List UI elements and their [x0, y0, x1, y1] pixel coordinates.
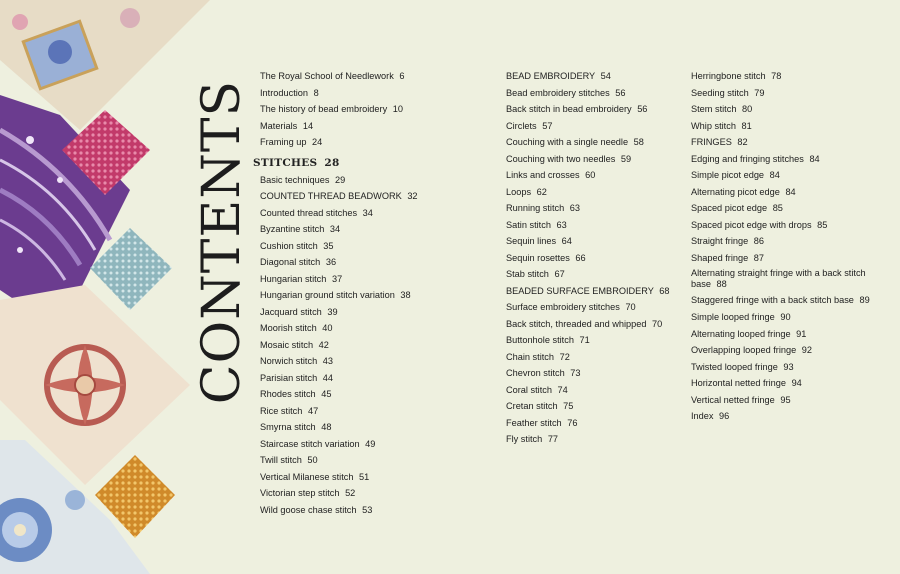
toc-entry-page: 62 [536, 186, 547, 197]
toc-entry-title: Satin stitch [506, 219, 551, 230]
toc-entry-page: 94 [791, 378, 802, 388]
toc-entry-page: 70 [652, 318, 663, 329]
toc-entry [506, 382, 681, 399]
toc-entry-page: 73 [570, 368, 581, 378]
toc-entry-title: Loops [506, 186, 532, 197]
toc-entry [260, 436, 460, 453]
toc-entry-title: Herringbone stitch [691, 71, 766, 81]
toc-entry-page: 53 [362, 504, 373, 515]
toc-entry-title: Byzantine stitch [260, 224, 325, 234]
toc-entry-page: 42 [318, 339, 329, 350]
toc-entry-page: 89 [859, 295, 870, 305]
toc-entry-title: Alternating straight fringe with a back stitch base [691, 268, 866, 289]
toc-entry [506, 299, 681, 316]
toc-entry-page: 86 [753, 236, 764, 246]
toc-entry [260, 118, 460, 135]
toc-entry-page: 85 [772, 203, 783, 213]
toc-entry-title: FRINGES [691, 137, 732, 147]
toc-entry-title: Sequin rosettes [506, 252, 570, 263]
toc-entry-title: Bead embroidery stitches [506, 87, 610, 98]
toc-entry [691, 134, 881, 151]
toc-entry-page: 84 [809, 153, 820, 164]
toc-entry [506, 167, 681, 184]
toc-entry [691, 101, 881, 118]
toc-entry-page: 63 [569, 203, 581, 213]
toc-entry-page: 82 [737, 137, 748, 147]
toc-entry-page: 38 [400, 290, 411, 300]
toc-entry-title: Feather stitch [506, 417, 562, 428]
toc-entry-title: Edging and fringing stitches [691, 153, 804, 164]
toc-entry [260, 469, 460, 486]
toc-column-2 [506, 68, 681, 448]
toc-entry-page: 96 [719, 411, 730, 421]
toc-entry [506, 151, 681, 168]
toc-entry [260, 386, 460, 403]
toc-entry [691, 184, 881, 201]
toc-entry [506, 184, 681, 201]
toc-entry-page: 28 [324, 156, 340, 169]
toc-entry-page: 66 [575, 252, 586, 263]
toc-entry [506, 332, 681, 349]
toc-entry-title: Couching with a single needle [506, 137, 629, 147]
toc-entry-page: 6 [399, 71, 405, 81]
toc-entry-title: Hungarian ground stitch variation [260, 290, 395, 300]
toc-entry-title: Links and crosses [506, 170, 580, 180]
toc-entry-title: Rhodes stitch [260, 389, 316, 399]
toc-entry [506, 200, 681, 217]
toc-entry [506, 415, 681, 432]
toc-entry [260, 337, 460, 354]
toc-entry-title: Smyrna stitch [260, 422, 316, 432]
toc-entry [506, 134, 681, 151]
toc-entry-page: 63 [556, 219, 567, 230]
toc-entry [506, 101, 681, 118]
toc-entry-title: Basic techniques [260, 174, 330, 185]
toc-entry-page: 8 [313, 87, 319, 98]
toc-entry-title: Simple looped fringe [691, 312, 775, 322]
toc-entry-page: 90 [780, 312, 791, 322]
toc-entry-title: Chain stitch [506, 351, 555, 362]
toc-entry-page: 29 [335, 174, 346, 185]
toc-entry-page: 51 [359, 471, 370, 482]
toc-entry-page: 52 [345, 488, 356, 498]
toc-entry-title: Twill stitch [260, 455, 302, 465]
toc-entry [506, 349, 681, 366]
toc-entry-title: Staircase stitch variation [260, 438, 360, 449]
toc-entry [691, 408, 881, 425]
toc-entry-page: 78 [771, 71, 782, 81]
toc-entry [506, 85, 681, 102]
toc-entry-page: 92 [801, 345, 813, 355]
toc-entry-page: 77 [547, 434, 559, 444]
toc-entry-title: Jacquard stitch [260, 306, 322, 317]
toc-entry [506, 431, 681, 448]
toc-entry-page: 79 [754, 87, 765, 98]
toc-entry [260, 452, 460, 469]
toc-entry-page: 71 [579, 335, 590, 345]
toc-entry-page: 75 [563, 401, 574, 411]
toc-entry-title: Cretan stitch [506, 401, 558, 411]
toc-entry-title: BEAD EMBROIDERY [506, 71, 596, 81]
toc-entry [691, 217, 881, 234]
toc-entry-page: 39 [327, 306, 338, 317]
toc-entry-title: Index [691, 411, 714, 421]
toc-entry-title: Back stitch in bead embroidery [506, 104, 632, 114]
toc-entry-page: 34 [362, 207, 373, 218]
toc-entry [260, 221, 460, 238]
toc-entry-page: 43 [322, 356, 333, 366]
toc-entry [260, 205, 460, 222]
toc-entry-title: Framing up [260, 137, 307, 147]
toc-entry-page: 85 [817, 219, 828, 230]
toc-entry [691, 167, 881, 184]
toc-entry-page: 48 [321, 422, 332, 432]
toc-entry-title: Horizontal netted fringe [691, 378, 786, 388]
toc-entry-title: Moorish stitch [260, 323, 317, 333]
toc-entry [260, 403, 460, 420]
toc-entry-title: Counted thread stitches [260, 207, 358, 218]
toc-entry [506, 316, 681, 333]
toc-entry-page: 84 [769, 170, 780, 180]
toc-entry-page: 67 [554, 269, 565, 279]
toc-entry-title: Parisian stitch [260, 372, 318, 383]
toc-entry-page: 47 [307, 405, 319, 416]
toc-entry-title: Circlets [506, 120, 537, 131]
toc-entry [260, 188, 460, 205]
toc-entry [260, 304, 460, 321]
toc-entry [691, 326, 881, 343]
toc-entry-page: 95 [780, 394, 791, 405]
toc-entry-title: Mosaic stitch [260, 339, 314, 350]
toc-entry-page: 91 [796, 328, 807, 339]
toc-entry-title: Stem stitch [691, 104, 737, 114]
toc-entry [506, 233, 681, 250]
toc-entry [506, 118, 681, 135]
toc-entry [260, 254, 460, 271]
toc-entry-page: 10 [392, 104, 403, 114]
toc-entry-title: Back stitch, threaded and whipped [506, 318, 647, 329]
toc-entry-title: Victorian step stitch [260, 488, 340, 498]
toc-entry [506, 250, 681, 267]
toc-entry-page: 87 [753, 252, 765, 263]
toc-entry [691, 309, 881, 326]
toc-entry [691, 118, 881, 135]
toc-entry-page: 40 [322, 323, 333, 333]
toc-entry-title: Stab stitch [506, 269, 549, 279]
toc-entry-page: 24 [312, 137, 323, 147]
toc-entry-page: 50 [307, 455, 318, 465]
toc-entry-title: Simple picot edge [691, 170, 765, 180]
toc-entry-title: Staggered fringe with a back stitch base [691, 295, 854, 305]
toc-entry-title: Straight fringe [691, 236, 749, 246]
toc-entry [691, 342, 881, 359]
toc-entry [260, 320, 460, 337]
toc-entry-title: Vertical netted fringe [691, 394, 775, 405]
toc-entry-title: Whip stitch [691, 120, 736, 131]
toc-entry-page: 70 [625, 302, 636, 312]
toc-entry-page: 34 [329, 224, 341, 234]
toc-entry [260, 68, 460, 85]
toc-entry-page: 56 [615, 87, 626, 98]
toc-entry [691, 68, 881, 85]
toc-entry-title: Sequin lines [506, 236, 557, 246]
toc-entry [260, 419, 460, 436]
toc-entry [253, 154, 460, 172]
toc-entry-page: 74 [557, 384, 568, 395]
toc-entry [260, 502, 460, 519]
toc-entry [260, 134, 460, 151]
toc-entry-page: 56 [637, 104, 648, 114]
toc-entry [260, 101, 460, 118]
toc-entry-page: 93 [783, 361, 794, 372]
toc-entry-title: Coral stitch [506, 384, 552, 395]
toc-entry-page: 32 [407, 191, 418, 201]
toc-entry [691, 375, 881, 392]
toc-entry [691, 392, 881, 409]
toc-entry-page: 58 [633, 137, 644, 147]
toc-entry-page: 60 [585, 170, 596, 180]
toc-entry-title: The Royal School of Needlework [260, 71, 394, 81]
toc-entry-title: Spaced picot edge [691, 203, 768, 213]
toc-entry [506, 68, 681, 85]
toc-entry-page: 49 [365, 438, 376, 449]
toc-entry-page: 76 [567, 417, 578, 428]
toc-entry [260, 370, 460, 387]
toc-entry [506, 283, 681, 300]
toc-entry-page: 84 [785, 186, 796, 197]
toc-entry-title: Buttonhole stitch [506, 335, 574, 345]
toc-entry-page: 57 [542, 120, 553, 131]
toc-entry-title: Seeding stitch [691, 87, 749, 98]
toc-entry-page: 54 [600, 71, 611, 81]
toc-entry-title: Cushion stitch [260, 240, 318, 251]
toc-entry-title: Overlapping looped fringe [691, 345, 797, 355]
embroidery-collage [0, 0, 220, 574]
toc-entry-title: Wild goose chase stitch [260, 504, 357, 515]
toc-entry-title: BEADED SURFACE EMBROIDERY [506, 285, 654, 296]
toc-entry [691, 359, 881, 376]
toc-entry [260, 271, 460, 288]
toc-entry-title: Vertical Milanese stitch [260, 471, 354, 482]
toc-column-3 [691, 68, 881, 425]
toc-entry [260, 238, 460, 255]
toc-entry-page: 44 [322, 372, 333, 383]
toc-entry-title: Couching with two needles [506, 153, 616, 164]
toc-entry-page: 59 [620, 153, 632, 164]
toc-entry [691, 266, 881, 293]
toc-column-1 [253, 68, 460, 518]
toc-entry-title: Introduction [260, 87, 309, 98]
toc-entry [691, 293, 881, 309]
toc-entry-page: 68 [659, 285, 670, 296]
toc-entry [260, 353, 460, 370]
toc-entry-page: 72 [559, 351, 570, 362]
toc-entry [691, 151, 881, 168]
toc-entry-page: 36 [325, 257, 337, 267]
toc-entry-title: Hungarian stitch [260, 273, 327, 284]
toc-entry [691, 233, 881, 250]
toc-entry-page: 81 [741, 120, 752, 131]
toc-entry-title: Alternating picot edge [691, 186, 780, 197]
toc-entry-title: Spaced picot edge with drops [691, 219, 812, 230]
toc-entry-title: The history of bead embroidery [260, 104, 388, 114]
toc-entry-page: 37 [331, 273, 343, 284]
toc-entry-title: Alternating looped fringe [691, 328, 791, 339]
toc-entry [506, 217, 681, 234]
contents-title [192, 79, 252, 405]
toc-entry-title: Surface embroidery stitches [506, 302, 620, 312]
toc-entry-title: Running stitch [506, 203, 565, 213]
toc-entry [691, 85, 881, 102]
toc-entry [691, 200, 881, 217]
toc-entry-title: STITCHES [253, 156, 318, 169]
toc-entry-title: Diagonal stitch [260, 257, 321, 267]
toc-entry [506, 365, 681, 382]
toc-entry-page: 64 [561, 236, 572, 246]
toc-entry [260, 485, 460, 502]
toc-entry [260, 287, 460, 304]
toc-entry-title: Chevron stitch [506, 368, 565, 378]
toc-entry-title: Rice stitch [260, 405, 303, 416]
contents-title-text: CONTENTS [192, 79, 252, 405]
toc-entry [691, 250, 881, 267]
toc-entry-title: Shaped fringe [691, 252, 749, 263]
toc-entry [260, 85, 460, 102]
toc-entry [506, 398, 681, 415]
toc-entry [260, 172, 460, 189]
toc-entry-page: 35 [323, 240, 334, 251]
toc-entry-title: Twisted looped fringe [691, 361, 778, 372]
toc-entry-page: 14 [302, 120, 314, 131]
toc-entry-title: Fly stitch [506, 434, 543, 444]
toc-entry [506, 266, 681, 283]
toc-entry-page: 88 [716, 279, 727, 289]
toc-entry-page: 80 [742, 104, 753, 114]
toc-entry-title: COUNTED THREAD BEADWORK [260, 191, 402, 201]
toc-entry-title: Materials [260, 120, 298, 131]
toc-entry-title: Norwich stitch [260, 356, 318, 366]
toc-entry-page: 45 [321, 389, 332, 399]
